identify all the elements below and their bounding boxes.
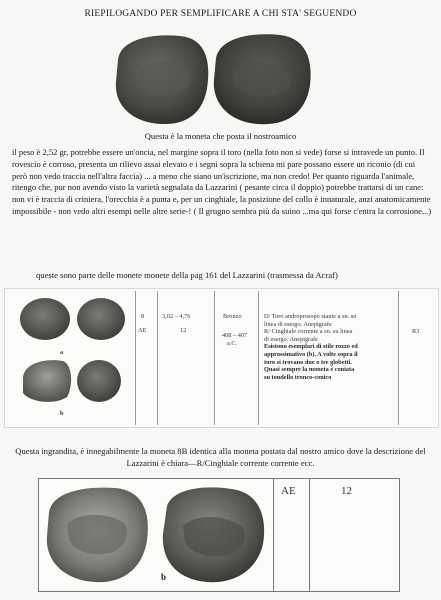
catalog-description-line: di esergo. Anepigrafe [264, 335, 318, 343]
catalog-description-line: D/ Toro androprosopo stante a sn. su [264, 313, 357, 320]
catalog-era: a.C. [227, 340, 238, 347]
catalog-material: Bronzo [223, 313, 242, 320]
page-title: RIEPILOGANDO PER SEMPLIFICARE A CHI STA' SEGUENDO [84, 9, 357, 19]
closing-paragraph: Questa ingrandita, è innegabilmente la moneta 8B identica alla moneta postata dal nostro amico dove la descrizione del Lazzarini è chiara—R/Cinghiale corrente corrente ecc. [15, 446, 426, 468]
description-paragraph: il peso è 2,52 gr, potrebbe essere un'oncia, nel margine sopra il toro (nella foto non si vede) forse si intravede un punto. Il rovescio è corroso, presenta un rilievo assai elevato e i segni sopra la schiena mi pare possano essere un riconio (di cui però non vedo traccia nell'altra faccia) ... a meno che siano un'iscrizione, ma non credo! Per quanto riguarda l'animale, ritengo che, pur non avendo visto la varietà segnalata da Lazzarini ( pesante circa il doppio) potrebbe trattarsi di un cane: non vi è traccia di criniera, l'orecchia è a punta e, per un cinghiale, la posizione del collo è innaturale, anzi anatomicamente impossibile - non vedo altri esempi nelle altre serie-! ( Il grugno sembra più da suino ...ma qui forse c'entra la corrosione...) [12, 147, 432, 216]
catalog-weight: 3,02 – 4,76 [162, 313, 191, 320]
catalog-description-line: R/ Cinghiale corrente a sn. su linea [264, 328, 353, 336]
catalog-rarity: R3 [412, 328, 420, 335]
catalog-metal: AE [138, 327, 147, 334]
catalog-description-line: su tondello tronco-conico [264, 373, 332, 381]
catalog-description-line: linea di esergo. Anepigrafe [264, 320, 332, 328]
catalog-description-line: toro si trovano due o tre globetti. [264, 358, 352, 366]
catalog-size: 12 [180, 327, 187, 334]
enlarged-label-b: b [161, 572, 167, 582]
catalog-description-line: approssimativo (b). A volte sopra il [264, 350, 358, 358]
label-b: b [60, 410, 64, 417]
catalog-table-scan [4, 288, 439, 428]
catalog-coin-photos [15, 295, 133, 421]
catalog-description-line: Esistono esemplari di stile rozzo ed [264, 343, 358, 351]
catalog-description-line: Quasi sempre la moneta è coniata [264, 366, 355, 374]
enlarged-metal: AE [281, 485, 296, 497]
enlarged-coin-photo [43, 482, 268, 586]
label-a: a [60, 349, 64, 356]
catalog-number: 8 [141, 313, 145, 320]
catalog-intro: queste sono parte delle monete monete della pag 161 del Lazzarini (trasmessa da Acraf) [36, 270, 338, 280]
coin-photo-top [110, 30, 315, 128]
catalog-description [264, 313, 392, 381]
top-photo-caption: Questa è la moneta che posta il nostroamico [144, 131, 297, 141]
enlarged-size: 12 [341, 485, 352, 497]
catalog-date: 408 – 407 [222, 332, 248, 339]
enlarged-coin-box [38, 478, 400, 592]
